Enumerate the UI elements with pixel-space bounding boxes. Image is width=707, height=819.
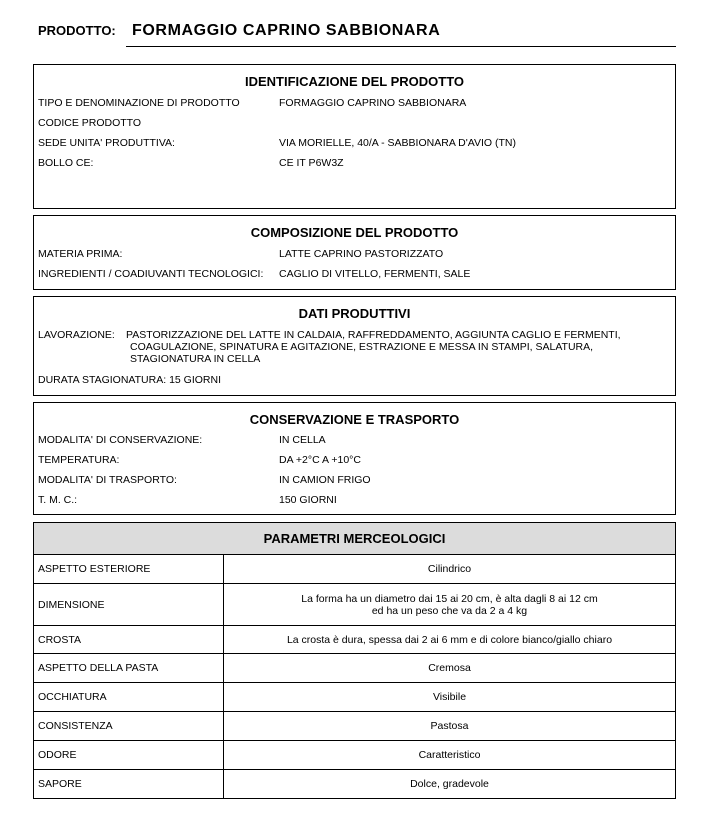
- product-header: [38, 22, 676, 48]
- row-key: CODICE PRODOTTO: [38, 117, 142, 129]
- production-data-section: [33, 296, 676, 396]
- row-value: IN CELLA: [279, 434, 326, 446]
- param-key: ASPETTO DELLA PASTA: [34, 654, 224, 683]
- param-value: Cilindrico: [224, 555, 676, 584]
- processing-line: PASTORIZZAZIONE DEL LATTE IN CALDAIA, RAFFREDDAMENTO, AGGIUNTA CAGLIO E FERMENTI,: [126, 329, 621, 341]
- row-key: MATERIA PRIMA:: [38, 248, 123, 260]
- row-key: SEDE UNITA' PRODUTTIVA:: [38, 137, 175, 149]
- param-key: CROSTA: [34, 626, 224, 654]
- production-data-title: DATI PRODUTTIVI: [298, 306, 411, 321]
- row-key: BOLLO CE:: [38, 157, 94, 169]
- table-row: [34, 654, 676, 683]
- row-value: VIA MORIELLE, 40/A - SABBIONARA D'AVIO (TN): [279, 137, 516, 149]
- param-value: La crosta è dura, spessa dai 2 ai 6 mm e di colore bianco/giallo chiaro: [224, 626, 676, 654]
- processing-label: LAVORAZIONE:: [38, 329, 115, 341]
- table-row: [34, 584, 676, 626]
- row-value: CAGLIO DI VITELLO, FERMENTI, SALE: [279, 268, 471, 280]
- row-key: INGREDIENTI / COADIUVANTI TECNOLOGICI:: [38, 268, 264, 280]
- header-underline: [126, 46, 676, 47]
- storage-transport-section: [33, 402, 676, 515]
- table-row: [34, 712, 676, 741]
- composition-title: COMPOSIZIONE DEL PRODOTTO: [250, 225, 459, 240]
- table-row: [34, 770, 676, 799]
- table-row: [34, 741, 676, 770]
- product-label: PRODOTTO:: [38, 23, 116, 38]
- product-name: FORMAGGIO CAPRINO SABBIONARA: [132, 22, 441, 39]
- param-key: ODORE: [34, 741, 224, 770]
- processing-line: STAGIONATURA IN CELLA: [130, 353, 261, 365]
- table-header-row: [34, 523, 676, 555]
- param-value: Cremosa: [224, 654, 676, 683]
- identification-section: [33, 64, 676, 209]
- param-key: CONSISTENZA: [34, 712, 224, 741]
- table-row: [34, 555, 676, 584]
- row-value: LATTE CAPRINO PASTORIZZATO: [279, 248, 444, 260]
- commodity-parameters-table: [33, 522, 676, 799]
- param-value: Visibile: [224, 683, 676, 712]
- storage-transport-title: CONSERVAZIONE E TRASPORTO: [249, 412, 460, 427]
- row-key: TEMPERATURA:: [38, 454, 120, 466]
- row-key: MODALITA' DI TRASPORTO:: [38, 474, 177, 486]
- param-value: Caratteristico: [224, 741, 676, 770]
- processing-text: [126, 329, 646, 365]
- param-value-line: ed ha un peso che va da 2 a 4 kg: [371, 604, 528, 617]
- row-value: FORMAGGIO CAPRINO SABBIONARA: [279, 97, 467, 109]
- param-value: Dolce, gradevole: [224, 770, 676, 799]
- row-value: DA +2°C A +10°C: [279, 454, 361, 466]
- param-key: SAPORE: [34, 770, 224, 799]
- table-row: [34, 626, 676, 654]
- row-value: IN CAMION FRIGO: [279, 474, 371, 486]
- row-key: T. M. C.:: [38, 494, 78, 506]
- param-key: ASPETTO ESTERIORE: [34, 555, 224, 584]
- table-row: [34, 683, 676, 712]
- row-value: 150 GIORNI: [279, 494, 337, 506]
- identification-title: IDENTIFICAZIONE DEL PRODOTTO: [244, 74, 465, 89]
- row-key: MODALITA' DI CONSERVAZIONE:: [38, 434, 203, 446]
- row-value: CE IT P6W3Z: [279, 157, 344, 169]
- param-value: [224, 584, 676, 626]
- param-value-line: La forma ha un diametro dai 15 ai 20 cm, è alta dagli 8 ai 12 cm: [301, 592, 598, 605]
- composition-section: [33, 215, 676, 290]
- processing-line: COAGULAZIONE, SPINATURA E AGITAZIONE, ESTRAZIONE E MESSA IN STAMPI, SALATURA,: [130, 341, 594, 353]
- param-value: Pastosa: [224, 712, 676, 741]
- param-key: OCCHIATURA: [34, 683, 224, 712]
- param-key: DIMENSIONE: [34, 584, 224, 626]
- aging-duration-text: DURATA STAGIONATURA: 15 GIORNI: [38, 374, 221, 386]
- commodity-parameters-title: PARAMETRI MERCEOLOGICI: [34, 523, 676, 555]
- row-key: TIPO E DENOMINAZIONE DI PRODOTTO: [38, 97, 240, 109]
